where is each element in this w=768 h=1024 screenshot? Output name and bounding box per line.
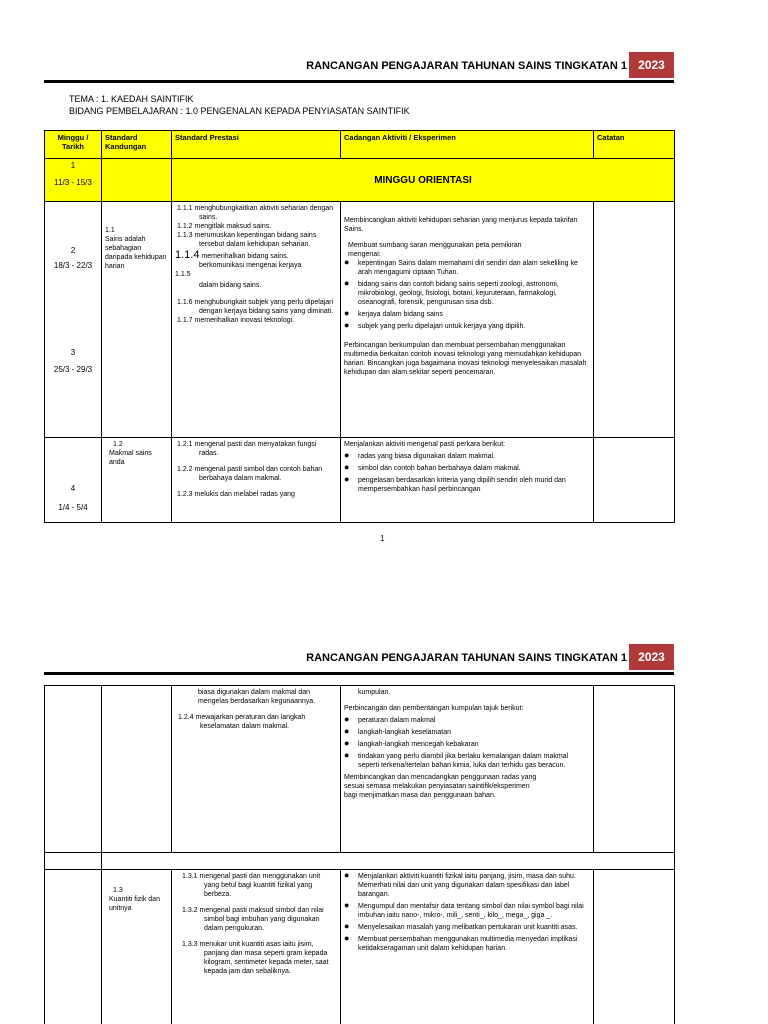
col-header-standard-kandungan: Standard Kandungan xyxy=(102,131,172,159)
activity-text: Perbincangan dan pembentangan kumpulan tajuk berikut: xyxy=(344,705,524,712)
bullet-item: ● langkah-langkah mencegah kebakaran xyxy=(344,740,590,749)
sp-item: 1.1.7 memerihalkan inovasi teknologi. xyxy=(177,317,295,324)
week-number: 3 xyxy=(70,348,76,357)
week-cell xyxy=(45,686,102,853)
header-year-badge: 2023 xyxy=(629,52,674,78)
standard-kandungan-cell xyxy=(102,438,172,523)
sp-number: 1.1.4 xyxy=(175,249,200,261)
bullet-item: ● Membuat persembahan menggunakan multimedia menyedari implikasi ketidakseragaman unit dalam kehidupan harian. xyxy=(344,935,590,953)
week-2-3-cell xyxy=(45,202,102,438)
activity-text: Membuat sumbang saran menggunakan peta pemikiran mengenai: xyxy=(348,242,522,258)
sp-item: 1.2.4 mewajarkan peraturan dan langkah keselamatan dalam makmal. xyxy=(178,714,306,730)
activity-text: Menjalankan aktiviti mengenal pasti perkara berikut: xyxy=(344,441,506,448)
standard-prestasi-cell xyxy=(172,870,341,1024)
activity-text: kumpulan. xyxy=(358,689,391,696)
header-title: RANCANGAN PENGAJARAN TAHUNAN SAINS TINGKATAN 1 xyxy=(306,60,627,72)
bullet-item: ● tindakan yang perlu diambil jika berlaku kemalangan dalam makmal seperti terkena/tertelan bahan kimia, luka dan terhidu gas beracun. xyxy=(344,752,590,770)
sp-item: 1.3.2 mengenal pasti maksud simbol dan nilai simbol bagi imbuhan yang digunakan dalam pengukuran. xyxy=(182,907,324,932)
sk-number: 1.3 xyxy=(113,887,123,894)
week-date: 18/3 - 22/3 xyxy=(53,261,93,270)
sp-item: 1.2.1 mengenal pasti dan menyatakan fungsi radas. xyxy=(177,441,317,457)
standard-kandungan-cell xyxy=(102,202,172,438)
sp-item: biasa digunakan dalam makmal dan mengelas berdasarkan kegunaannya. xyxy=(198,689,316,705)
week-number: 1 xyxy=(70,161,76,170)
bullet-item: ● kepentingan Sains dalam memahami diri sendiri dan alam sekeliling ke arah mengagumi ciptaan Tuhan. xyxy=(344,259,590,277)
orientation-label: MINGGU ORIENTASI xyxy=(172,159,675,202)
page-header xyxy=(44,52,674,84)
bullet-item: ● langkah-langkah keselamatan xyxy=(344,728,590,737)
col-header-week: Minggu / Tarikh xyxy=(45,131,102,159)
tema-block xyxy=(69,93,410,117)
sp-item: dalam bidang sains. xyxy=(199,282,262,289)
orientation-empty-cell xyxy=(102,159,172,202)
bullet-item: ● subjek yang perlu dipelajari untuk kerjaya yang dipilih. xyxy=(344,322,590,331)
col-header-catatan: Catatan xyxy=(594,131,675,159)
bullet-item: ● kerjaya dalam bidang sains xyxy=(344,310,590,319)
catatan-cell xyxy=(594,870,675,1024)
catatan-cell xyxy=(594,686,675,853)
standard-prestasi-cell xyxy=(172,202,341,438)
standard-prestasi-cell xyxy=(172,438,341,523)
week-date: 1/4 - 5/4 xyxy=(58,503,88,512)
bullet-item: ● bidang sains dan contoh bidang sains seperti zoologi, astronomi, mikrobiologi, geologi, fisiologi, botani, kejuruteraan, farmakologi, oseanografi, forensik, pengurusan sisa dsb. xyxy=(344,280,590,307)
standard-prestasi-cell xyxy=(172,686,341,853)
page-number: 1 xyxy=(380,534,385,543)
aktiviti-cell xyxy=(341,686,594,853)
bullet-item: ● Menyelesaikan masalah yang melibatkan pertukaran unit kuantiti asas. xyxy=(344,923,590,932)
bullet-item: ● pengelasan berdasarkan kriteria yang dipilih sendiri oleh murid dan mempersembahkan hasil perbincangan xyxy=(344,476,590,494)
activity-text: Membincangkan aktiviti kehidupan seharian yang menjurus kepada takrifan Sains. xyxy=(344,217,578,233)
week-number: 2 xyxy=(70,246,76,255)
sp-number: 1.1.5 xyxy=(175,271,191,278)
sp-item: 1.3.3 menukar unit kuantiti asas iaitu jisim, panjang dan masa seperti gram kepada kilogram, sentimeter kepada meter, saat kepada jam dan sebaliknya. xyxy=(182,941,329,975)
header-year-badge: 2023 xyxy=(629,644,674,670)
bullet-item: ● radas yang biasa digunakan dalam makmal. xyxy=(344,452,590,461)
sp-item: 1.2.2 mengenal pasti simbol dan contoh bahan berbahaya dalam makmal. xyxy=(177,466,323,482)
week-number: 4 xyxy=(70,484,76,493)
orientation-week-cell xyxy=(45,159,102,202)
activity-text: Perbincangan berkumpulan dan membuat persembahan menggunakan multimedia berkaitan contoh inovasi teknologi yang memudahkan kehidupan harian. Bincangkan juga bagaimana inovasi teknologi menyelesaikan masalah kehidupan dan alam sekitar seperti pencemaran. xyxy=(344,342,587,376)
bullet-item: ● Menjalankan aktiviti kuantiti fizikal iaitu panjang, jisim, masa dan suhu. Memerhati nilai dan unit yang digunakan dalam spesifikasi dan label barangan. xyxy=(344,872,590,899)
week-4-cell xyxy=(45,438,102,523)
page-header xyxy=(44,644,674,676)
aktiviti-cell xyxy=(341,438,594,523)
empty-cell xyxy=(45,853,102,870)
header-rule xyxy=(44,80,674,83)
sk-text: Makmal sains anda xyxy=(109,450,152,466)
sk-text: Kuantiti fizik dan unitnya xyxy=(109,896,160,912)
header-title: RANCANGAN PENGAJARAN TAHUNAN SAINS TINGKATAN 1 xyxy=(306,652,627,664)
empty-cell xyxy=(102,853,675,870)
sp-item: 1.1.1 menghubungkaitkan aktiviti seharian dengan sains. xyxy=(177,205,334,221)
standard-kandungan-cell xyxy=(102,686,172,853)
catatan-cell xyxy=(594,438,675,523)
lesson-plan-table-continued xyxy=(44,685,675,1024)
sp-item: 1.2.3 melukis dan melabel radas yang xyxy=(177,491,295,498)
bidang-line: BIDANG PEMBELAJARAN : 1.0 PENGENALAN KEPADA PENYIASATAN SAINTIFIK xyxy=(69,106,410,116)
bullet-item: ● simbol dan contoh bahan berbahaya dalam makmal. xyxy=(344,464,590,473)
week-cell xyxy=(45,870,102,1024)
week-date: 25/3 - 29/3 xyxy=(53,365,93,374)
standard-kandungan-cell xyxy=(102,870,172,1024)
bullet-item: ● peraturan dalam makmal xyxy=(344,716,590,725)
aktiviti-cell xyxy=(341,870,594,1024)
sk-text: Sains adalah sebahagian daripada kehidupan harian xyxy=(105,236,167,270)
aktiviti-cell xyxy=(341,202,594,438)
sp-item: 1.1.2 mengitlak maksud sains. xyxy=(177,223,272,230)
col-header-standard-prestasi: Standard Prestasi xyxy=(172,131,341,159)
sp-item: 1.1.6 menghubungkait subjek yang perlu dipelajari dengan kerjaya bidang sains yang diminati. xyxy=(177,299,334,315)
sk-number: 1.1 xyxy=(105,227,115,234)
sp-item: berkomunikasi mengenai kerjaya xyxy=(199,262,302,269)
sp-item: 1.1.3 merumuskan kepentingan bidang sains tersebut dalam kehidupan seharian. xyxy=(177,232,317,248)
catatan-cell xyxy=(594,202,675,438)
lesson-plan-table xyxy=(44,130,675,523)
week-date: 11/3 - 15/3 xyxy=(54,178,92,187)
sk-number: 1.2 xyxy=(113,441,123,448)
sp-item: memerihalkan bidang sains. xyxy=(201,253,289,260)
sp-item: 1.3.1 mengenal pasti dan menggunakan unit yang betul bagi kuantiti fizikal yang berbeza. xyxy=(182,873,321,898)
bullet-item: ● Mengumpul dan mentafsir data tentang simbol dan nilai symbol bagi nilai imbuhan iaitu nano-, mikro-, mili_, senti_, kilo_, mega_, giga _. xyxy=(344,902,590,920)
tema-line: TEMA : 1. KAEDAH SAINTIFIK xyxy=(69,94,194,104)
col-header-aktiviti: Cadangan Aktiviti / Eksperimen xyxy=(341,131,594,159)
activity-text: Membincangkan dan mencadangkan penggunaan radas yang sesuai semasa melakukan penyiasatan saintifik/eksperimen bagi menjimatkan masa dan penggunaan bahan. xyxy=(344,774,537,799)
header-rule xyxy=(44,672,674,675)
